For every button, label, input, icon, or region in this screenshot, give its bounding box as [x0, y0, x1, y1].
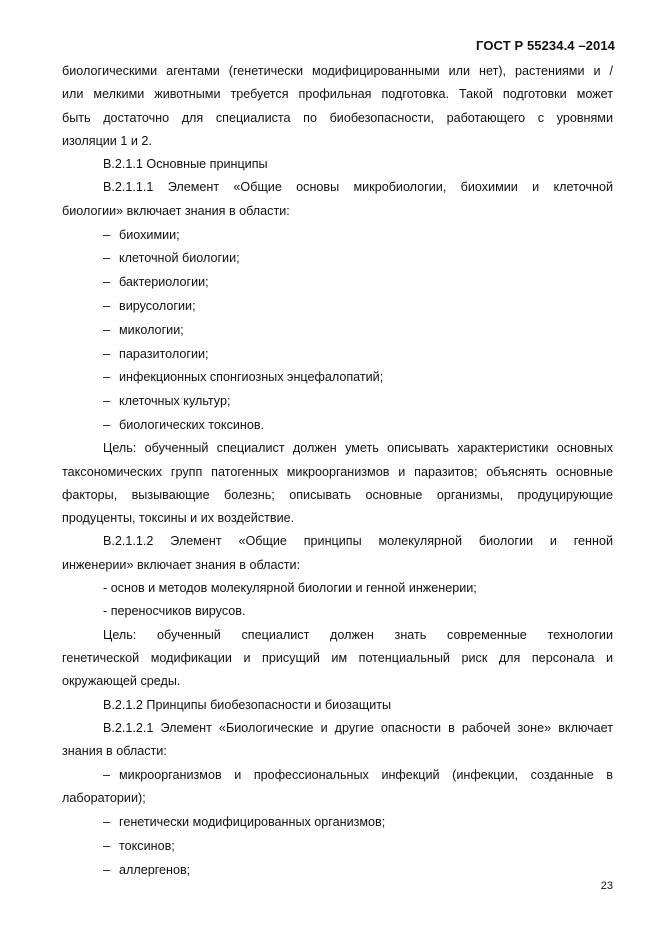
list-item: – вирусологии;: [62, 295, 613, 318]
text-line: таксономических групп патогенных микроорганизмов и паразитов; объяснять основные: [62, 464, 613, 479]
body-text: [62, 60, 613, 882]
list-item: – клеточных культур;: [62, 390, 613, 413]
text-line: биологии» включает знания в области:: [62, 203, 290, 218]
dash-marker: –: [103, 838, 111, 853]
list-item: - основ и методов молекулярной биологии и генной инженерии;: [103, 581, 477, 596]
text-line: В.2.1.1.2 Элемент «Общие принципы молекулярной биологии и генной: [103, 534, 613, 549]
text-line: окружающей среды.: [62, 674, 181, 689]
text-line: факторы, вызывающие болезнь; описывать основные организмы, продуцирующие: [62, 487, 613, 502]
list-item: – инфекционных спонгиозных энцефалопатий;: [62, 366, 613, 389]
dash-marker: –: [103, 346, 111, 361]
list-item: – биологических токсинов.: [62, 414, 613, 437]
list-item: – генетически модифицированных организмов;: [62, 811, 613, 834]
dash-marker: –: [103, 251, 111, 266]
text-line: инженерии» включает знания в области:: [62, 557, 301, 572]
dash-marker: –: [103, 227, 111, 242]
list-item: – аллергенов;: [62, 859, 613, 882]
text-line: лаборатории);: [62, 791, 146, 806]
dash-marker: –: [103, 298, 111, 313]
dash-marker: –: [103, 394, 111, 409]
text-line: или мелкими животными требуется профильная подготовка. Такой подготовки может: [62, 87, 613, 102]
text-line: биологическими агентами (генетически модифицированными или нет), растениями и /: [62, 64, 613, 78]
section-heading: В.2.1.1 Основные принципы: [103, 157, 268, 172]
text-line: Цель: обученный специалист должен знать современные технологии: [103, 627, 613, 642]
text-line: В.2.1.2.1 Элемент «Биологические и другие опасности в рабочей зоне» включает: [103, 720, 613, 735]
list-item: – паразитологии;: [62, 343, 613, 366]
text-line: продуценты, токсины и их воздействие.: [62, 511, 295, 526]
dash-marker: –: [103, 370, 111, 385]
text-line: изоляции 1 и 2.: [62, 133, 152, 148]
dash-marker: –: [103, 322, 111, 337]
text-line: генетической модификации и присущий им потенциальный риск для персонала и: [62, 650, 613, 665]
list-item: – микологии;: [62, 319, 613, 342]
dash-marker: –: [103, 767, 111, 782]
text-line: В.2.1.1.1 Элемент «Общие основы микробиологии, биохимии и клеточной: [103, 180, 613, 195]
dash-marker: –: [103, 862, 111, 877]
list-item: – микроорганизмов и профессиональных инфекций (инфекции, созданные в: [62, 764, 613, 787]
list-item: – бактериологии;: [62, 271, 613, 294]
section-heading: В.2.1.2 Принципы биобезопасности и биозащиты: [103, 697, 392, 712]
list-item: – клеточной биологии;: [62, 247, 613, 270]
list-item: - переносчиков вирусов.: [103, 604, 246, 619]
list-item: – биохимии;: [62, 224, 613, 247]
dash-marker: –: [103, 815, 111, 829]
list-item: – токсинов;: [62, 835, 613, 858]
text-line: быть достаточно для специалиста по биобезопасности, работающего с уровнями: [62, 110, 613, 125]
text-line: Цель: обученный специалист должен уметь описывать характеристики основных: [103, 441, 613, 456]
dash-marker: –: [103, 275, 111, 290]
standard-header: ГОСТ Р 55234.4 –2014: [476, 38, 615, 53]
dash-marker: –: [103, 417, 111, 432]
page-number: 23: [600, 880, 613, 892]
text-line: знания в области:: [62, 744, 167, 759]
